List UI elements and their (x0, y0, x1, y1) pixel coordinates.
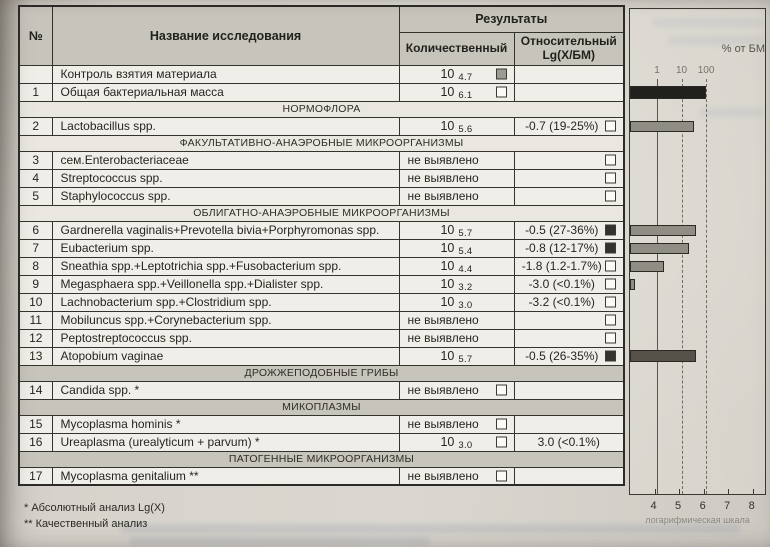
result-checkbox (496, 470, 507, 481)
quantitative-result-cell (399, 117, 514, 135)
value-exponent: 3.0 (458, 300, 473, 311)
section-row (19, 451, 624, 467)
not-detected-text: не выявлено (407, 171, 479, 185)
result-checkbox (496, 69, 507, 80)
result-checkbox (605, 333, 616, 344)
value-exponent: 6.1 (458, 90, 473, 101)
table-row (19, 221, 624, 239)
test-name-cell: Streptococcus spp. (52, 169, 399, 187)
section-label: ОБЛИГАТНО-АНАЭРОБНЫЕ МИКРООРГАНИЗМЫ (19, 205, 624, 221)
table-row (19, 239, 624, 257)
quantitative-result-cell (399, 275, 514, 293)
test-name-cell: Gardnerella vaginalis+Prevotella bivia+Porphyromonas spp. (52, 221, 399, 239)
relative-result-cell (514, 329, 624, 347)
chart-bar (630, 86, 706, 99)
test-name-cell: Candida spp. * (52, 381, 399, 399)
chart-container (629, 8, 767, 547)
row-number-cell: 13 (19, 347, 52, 365)
row-number-cell: 15 (19, 415, 52, 433)
result-checkbox (605, 279, 616, 290)
table-row (19, 169, 624, 187)
relative-result-cell (514, 169, 624, 187)
column-header-quantitative: Количественный (399, 32, 514, 65)
section-label: ПАТОГЕННЫЕ МИКРООРГАНИЗМЫ (19, 451, 624, 467)
test-name-cell: Ureaplasma (urealyticum + parvum) * (52, 433, 399, 451)
table-row (19, 151, 624, 169)
relative-value-text: -0.5 (26-35%) (525, 349, 599, 363)
relative-header-line1: Относительный (520, 33, 617, 48)
row-number-cell: 11 (19, 311, 52, 329)
x-axis-tick (679, 489, 680, 494)
chart-bar (630, 261, 664, 272)
test-name-cell: Eubacterium spp. (52, 239, 399, 257)
test-name-cell: Mobiluncus spp.+Corynebacterium spp. (52, 311, 399, 329)
x-axis-tick-label: 5 (675, 500, 682, 512)
row-number-cell: 4 (19, 169, 52, 187)
not-detected-text: не выявлено (407, 331, 479, 345)
relative-result-cell (514, 221, 624, 239)
value-base-10: 10 (440, 259, 455, 273)
value-exponent: 5.6 (458, 124, 473, 135)
x-axis-tick (704, 489, 705, 494)
chart-bar (630, 243, 689, 254)
chart-gridline (682, 79, 683, 494)
section-label: НОРМОФЛОРА (19, 101, 624, 117)
quantitative-result-cell (399, 221, 514, 239)
relative-result-cell (514, 65, 624, 83)
relative-value-text: -0.5 (27-36%) (525, 223, 599, 237)
not-detected-text: не выявлено (407, 189, 479, 203)
results-table-container (18, 5, 623, 486)
row-number-cell (19, 65, 52, 83)
value-base-10: 10 (440, 85, 455, 99)
chart-bar (630, 225, 696, 236)
relative-value-text: 3.0 (<0.1%) (537, 435, 600, 449)
row-number-cell: 17 (19, 467, 52, 485)
table-row (19, 117, 624, 135)
relative-value-text: -3.0 (<0.1%) (528, 277, 595, 291)
table-row (19, 83, 624, 101)
section-row (19, 399, 624, 415)
quantitative-result-cell (399, 415, 514, 433)
bleed-through-artifact (130, 537, 430, 545)
row-number-cell: 3 (19, 151, 52, 169)
value-base-10: 10 (440, 295, 455, 309)
relative-result-cell (514, 117, 624, 135)
result-checkbox (605, 351, 616, 362)
percent-scale-tick-label: 1 (654, 65, 660, 76)
test-name-cell: Atopobium vaginae (52, 347, 399, 365)
section-row (19, 205, 624, 221)
value-exponent: 3.0 (458, 440, 473, 451)
section-label: МИКОПЛАЗМЫ (19, 399, 624, 415)
row-number-cell: 12 (19, 329, 52, 347)
quantitative-result-cell (399, 83, 514, 101)
not-detected-text: не выявлено (407, 417, 479, 431)
relative-result-cell (514, 239, 624, 257)
row-number-cell: 16 (19, 433, 52, 451)
x-axis-tick (728, 489, 729, 494)
result-checkbox (605, 315, 616, 326)
x-axis-tick-label: 4 (650, 500, 657, 512)
not-detected-text: не выявлено (407, 153, 479, 167)
row-number-cell: 7 (19, 239, 52, 257)
result-checkbox (605, 155, 616, 166)
relative-result-cell (514, 275, 624, 293)
result-checkbox (496, 419, 507, 430)
table-row (19, 329, 624, 347)
quantitative-result-cell (399, 433, 514, 451)
value-base-10: 10 (440, 67, 455, 81)
row-number-cell: 9 (19, 275, 52, 293)
test-name-cell: Lachnobacterium spp.+Clostridium spp. (52, 293, 399, 311)
relative-result-cell (514, 347, 624, 365)
relative-result-cell (514, 187, 624, 205)
quantitative-result-cell (399, 329, 514, 347)
result-checkbox (605, 173, 616, 184)
relative-result-cell (514, 467, 624, 485)
section-row (19, 101, 624, 117)
chart-plot (629, 8, 766, 495)
value-exponent: 4.4 (458, 264, 473, 275)
row-number-cell: 2 (19, 117, 52, 135)
table-row (19, 467, 624, 485)
value-exponent: 3.2 (458, 282, 473, 293)
relative-result-cell (514, 257, 624, 275)
column-header-number: № (19, 6, 52, 65)
quantitative-result-cell (399, 169, 514, 187)
table-row (19, 433, 624, 451)
row-number-cell: 8 (19, 257, 52, 275)
relative-value-text: -3.2 (<0.1%) (528, 295, 595, 309)
row-number-cell: 1 (19, 83, 52, 101)
column-header-test-name: Название исследования (52, 6, 399, 65)
result-checkbox (605, 225, 616, 236)
quantitative-result-cell (399, 239, 514, 257)
chart-percent-of-bm-label: % от БМ (721, 43, 765, 55)
percent-scale-tick-label: 10 (675, 65, 688, 76)
result-checkbox (496, 385, 507, 396)
test-name-cell: Peptostreptococcus spp. (52, 329, 399, 347)
not-detected-text: не выявлено (407, 468, 479, 483)
relative-result-cell (514, 381, 624, 399)
test-name-cell: Megasphaera spp.+Veillonella spp.+Dialister spp. (52, 275, 399, 293)
test-name-cell: Mycoplasma genitalium ** (52, 467, 399, 485)
quantitative-result-cell (399, 467, 514, 485)
not-detected-text: не выявлено (407, 313, 479, 327)
quantitative-result-cell (399, 151, 514, 169)
x-axis-tick-label: 8 (748, 500, 755, 512)
table-row (19, 347, 624, 365)
relative-result-cell (514, 415, 624, 433)
result-checkbox (496, 437, 507, 448)
test-name-cell: Sneathia spp.+Leptotrichia spp.+Fusobacterium spp. (52, 257, 399, 275)
table-row (19, 257, 624, 275)
section-label: ДРОЖЖЕПОДОБНЫЕ ГРИБЫ (19, 365, 624, 381)
value-base-10: 10 (440, 277, 455, 291)
value-base-10: 10 (440, 349, 455, 363)
row-number-cell: 6 (19, 221, 52, 239)
chart-log-scale-caption: логарифмическая шкала (645, 515, 750, 525)
relative-result-cell (514, 311, 624, 329)
test-name-cell: Общая бактериальная масса (52, 83, 399, 101)
footnote-absolute-analysis: * Абсолютный анализ Lg(X) (24, 502, 165, 514)
relative-header-line2: Lg(X/БМ) (542, 47, 596, 62)
not-detected-text: не выявлено (407, 383, 479, 397)
column-header-relative (514, 32, 624, 65)
relative-result-cell (514, 433, 624, 451)
section-row (19, 135, 624, 151)
results-table (18, 5, 625, 486)
section-row (19, 365, 624, 381)
x-axis-tick (655, 489, 656, 494)
value-exponent: 4.7 (458, 72, 473, 83)
relative-result-cell (514, 151, 624, 169)
relative-result-cell (514, 293, 624, 311)
result-checkbox (605, 121, 616, 132)
quantitative-result-cell (399, 293, 514, 311)
chart-bar (630, 350, 696, 362)
column-header-results: Результаты (399, 6, 624, 32)
chart-bar (630, 279, 635, 290)
x-axis-tick (753, 489, 754, 494)
quantitative-result-cell (399, 311, 514, 329)
table-header-row-1 (19, 6, 624, 32)
footnote-qualitative-analysis: ** Качественный анализ (24, 517, 148, 530)
value-base-10: 10 (440, 241, 455, 255)
table-row (19, 275, 624, 293)
percent-scale-tick-label: 100 (697, 65, 715, 76)
test-name-cell: Mycoplasma hominis * (52, 415, 399, 433)
table-row (19, 381, 624, 399)
relative-value-text: -1.8 (1.2-1.7%) (521, 259, 602, 273)
table-row (19, 187, 624, 205)
section-label: ФАКУЛЬТАТИВНО-АНАЭРОБНЫЕ МИКРООРГАНИЗМЫ (19, 135, 624, 151)
row-number-cell: 10 (19, 293, 52, 311)
relative-result-cell (514, 83, 624, 101)
test-name-cell: Lactobacillus spp. (52, 117, 399, 135)
x-axis-tick-label: 7 (724, 500, 731, 512)
footnotes (24, 501, 165, 533)
value-exponent: 5.4 (458, 246, 473, 257)
chart-bar (630, 121, 694, 132)
value-base-10: 10 (440, 119, 455, 133)
result-checkbox (605, 243, 616, 254)
result-checkbox (496, 87, 507, 98)
test-name-cell: Контроль взятия материала (52, 65, 399, 83)
result-checkbox (605, 191, 616, 202)
result-checkbox (605, 261, 616, 272)
results-table-body (19, 65, 624, 485)
table-row (19, 65, 624, 83)
test-name-cell: Staphylococcus spp. (52, 187, 399, 205)
value-exponent: 5.7 (458, 228, 473, 239)
table-row (19, 311, 624, 329)
quantitative-result-cell (399, 187, 514, 205)
table-row (19, 415, 624, 433)
quantitative-result-cell (399, 347, 514, 365)
test-name-cell: сем.Enterobacteriaceae (52, 151, 399, 169)
row-number-cell: 5 (19, 187, 52, 205)
x-axis-tick-label: 6 (699, 500, 706, 512)
relative-value-text: -0.7 (19-25%) (525, 119, 599, 133)
value-base-10: 10 (440, 435, 455, 449)
chart-gridline (657, 79, 658, 494)
quantitative-result-cell (399, 381, 514, 399)
chart-gridline (706, 79, 707, 494)
table-row (19, 293, 624, 311)
relative-value-text: -0.8 (12-17%) (525, 241, 599, 255)
quantitative-result-cell (399, 257, 514, 275)
value-base-10: 10 (440, 223, 455, 237)
quantitative-result-cell (399, 65, 514, 83)
result-checkbox (605, 297, 616, 308)
row-number-cell: 14 (19, 381, 52, 399)
value-exponent: 5.7 (458, 354, 473, 365)
